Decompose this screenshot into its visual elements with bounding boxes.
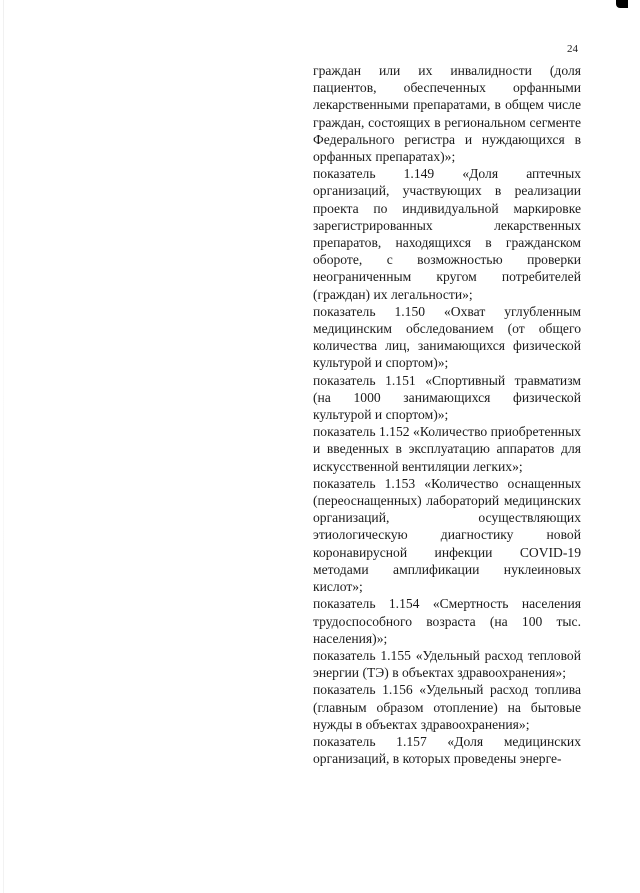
paragraph-indicator-1-149: показатель 1.149 «Доля аптечных организаций, участвующих в реализации проекта по индивидуальной маркировке зарегистрированных лекарственных препаратов, находящихся в гражданском обороте, с возможностью проверки неограниченным кругом потребителей (граждан) их легальности»; (313, 166, 581, 302)
paragraph-indicator-1-153: показатель 1.153 «Количество оснащенных (переоснащенных) лабораторий медицинских организаций, осуществляющих этиологическую диагностику новой коронавирусной инфекции COVID-19 методами амплификации нуклеиновых кислот»; (313, 475, 581, 595)
paragraph-indicator-1-154: показатель 1.154 «Смертность населения трудоспособного возраста (на 100 тыс. населения)»; (313, 596, 581, 646)
paragraph-indicator-1-152: показатель 1.152 «Количество приобретенных и введенных в эксплуатацию аппаратов для искусственной вентиляции легких»; (313, 424, 581, 474)
text-column (313, 62, 581, 767)
paragraph-indicator-1-155: показатель 1.155 «Удельный расход тепловой энергии (ТЭ) в объектах здравоохранения»; (313, 647, 581, 681)
scan-corner-mark (616, 0, 628, 8)
paragraph-indicator-1-151: показатель 1.151 «Спортивный травматизм (на 1000 занимающихся физической культурой и спортом)»; (313, 372, 581, 423)
paragraph-indicator-1-156: показатель 1.156 «Удельный расход топлива (главным образом отопление) на бытовые нужды в объектах здравоохранения»; (313, 682, 581, 732)
page-number: 24 (567, 43, 578, 55)
scan-edge-shadow (3, 0, 4, 893)
paragraph-indicator-1-150: показатель 1.150 «Охват углубленным медицинским обследованием (от общего количества лиц, занимающихся физической культурой и спортом)»; (313, 303, 581, 371)
paragraph-indicator-1-157: показатель 1.157 «Доля медицинских организаций, в которых проведены энерге- (313, 733, 581, 767)
paragraph-continuation: граждан или их инвалидности (доля пациентов, обеспеченных орфанными лекарственными препаратами, в общем числе граждан, состоящих в региональном сегменте Федерального регистра и нуждающихся в орфанных препаратах)»; (313, 63, 581, 165)
